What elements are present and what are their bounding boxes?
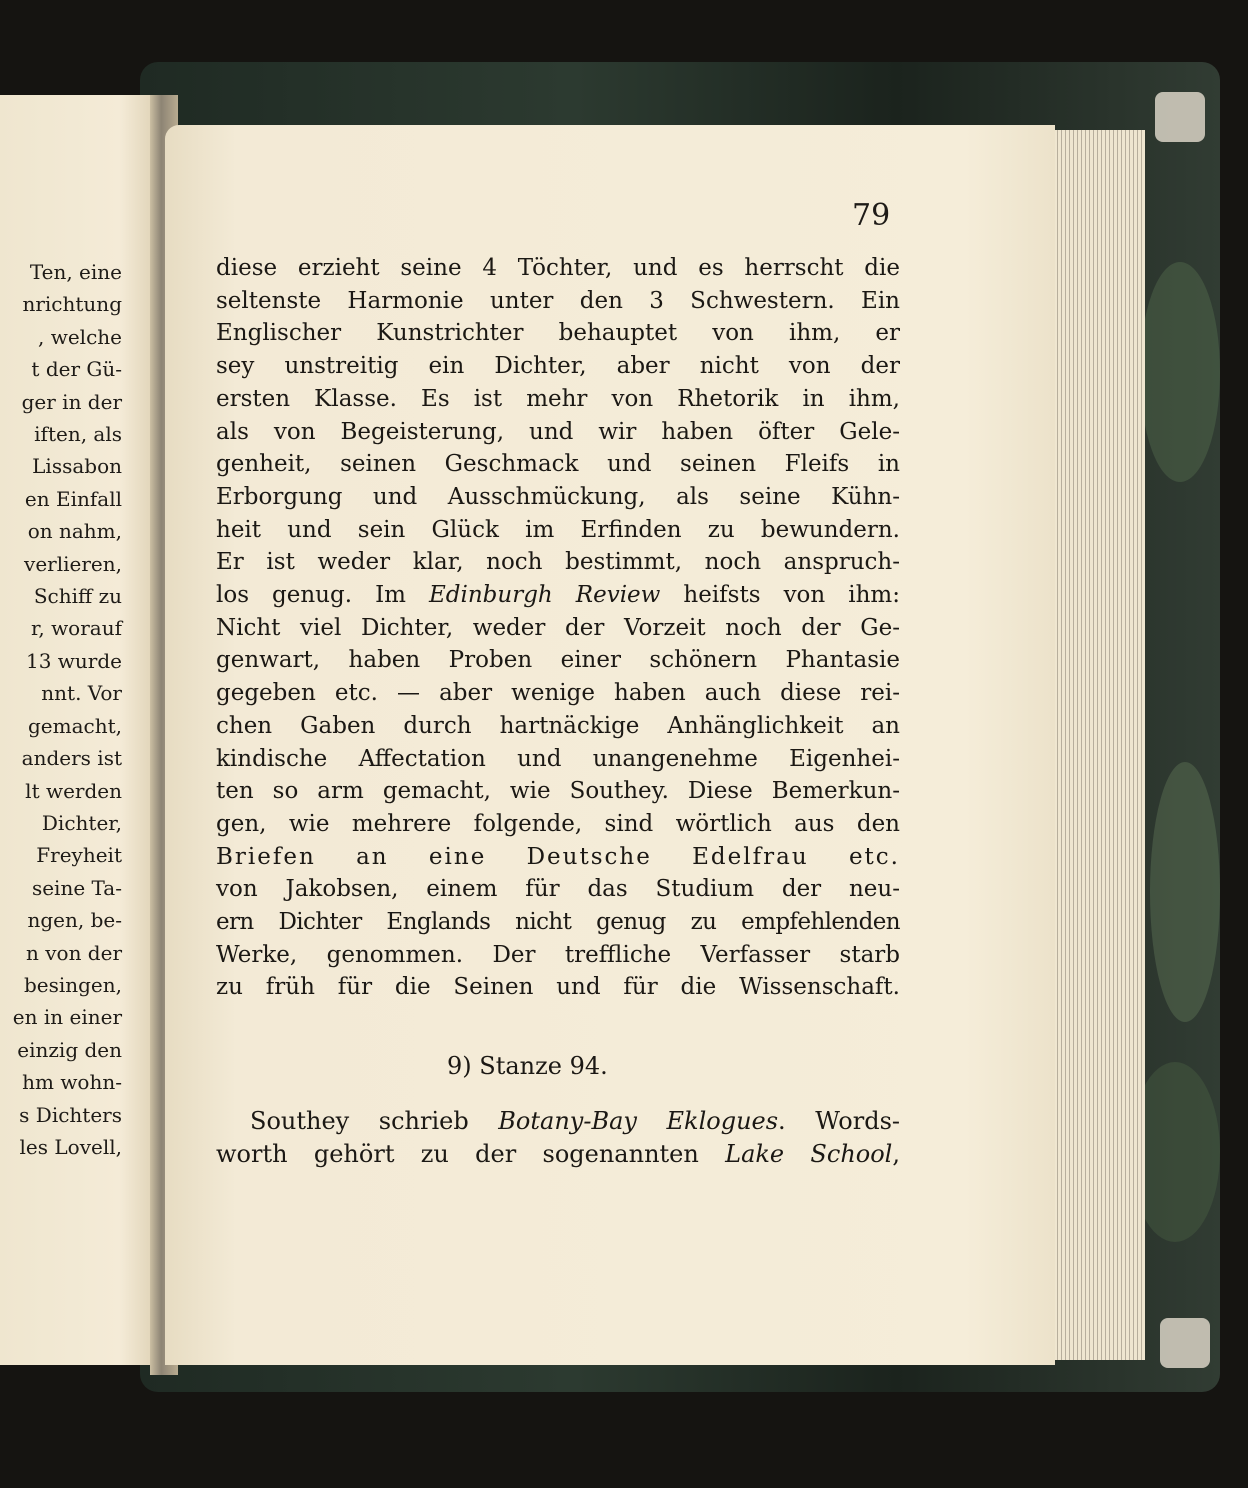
text-segment: Southey schrieb <box>250 1107 499 1135</box>
main-paragraph <box>216 252 900 1004</box>
left-line: en Einfall <box>24 486 122 511</box>
text-line: Nicht viel Dichter, weder der Vorzeit noch der Ge- <box>216 614 900 641</box>
note-heading: 9) Stanze 94. <box>447 1052 608 1080</box>
text-line <box>216 579 900 612</box>
left-line: verlieren, <box>24 551 122 576</box>
left-line: Schiff zu <box>33 584 122 609</box>
text-segment: worth gehört zu der sogenannten <box>216 1140 726 1168</box>
text-segment: . Words- <box>778 1107 900 1135</box>
left-line: r, worauf <box>30 616 122 641</box>
left-line: nnt. Vor <box>41 681 122 706</box>
text-line: als von Begeisterung, und wir haben öfter Gele- <box>216 418 900 445</box>
worn-corner-top <box>1155 92 1205 142</box>
italic-title: Lake School <box>725 1140 893 1168</box>
left-line: seine Ta- <box>31 875 122 900</box>
note-paragraph <box>216 1105 900 1171</box>
left-line: ger in der <box>21 389 122 414</box>
text-line: Briefen an eine Deutsche Edelfrau etc. <box>216 843 900 870</box>
left-line: nrichtung <box>22 292 122 317</box>
left-line: les Lovell, <box>19 1134 122 1159</box>
page-number: 79 <box>852 198 891 233</box>
left-line: einzig den <box>17 1037 122 1062</box>
left-line: iften, als <box>34 422 122 447</box>
left-line: besingen, <box>23 972 122 997</box>
text-line: chen Gaben durch hartnäckige Anhänglichkeit an <box>216 712 900 739</box>
left-line: s Dichters <box>19 1102 122 1127</box>
text-line: Englischer Kunstrichter behauptet von ihm, er <box>216 320 900 347</box>
left-line: hm wohn- <box>22 1070 122 1095</box>
left-line: ngen, be- <box>27 908 122 933</box>
left-line: Ten, eine <box>29 260 122 284</box>
text-line: Erborgung und Ausschmückung, als seine Kühn- <box>216 483 900 510</box>
left-line: , welche <box>38 324 122 349</box>
text-line: ten so arm gemacht, wie Southey. Diese Bemerkun- <box>216 778 900 805</box>
text-segment: , <box>892 1140 900 1168</box>
marble-pattern <box>1150 762 1220 1022</box>
text-line: Werke, genommen. Der treffliche Verfasser starb <box>216 941 900 968</box>
worn-corner-bottom <box>1160 1318 1210 1368</box>
text-line <box>216 1105 900 1138</box>
left-line: lt werden <box>25 778 122 803</box>
italic-title: Botany-Bay Eklogues <box>498 1107 779 1135</box>
marble-pattern <box>1140 262 1220 482</box>
left-line: n von der <box>25 940 122 965</box>
text-line: genheit, seinen Geschmack und seinen Fleifs in <box>216 451 900 478</box>
text-line: genwart, haben Proben einer schönern Phantasie <box>216 647 900 674</box>
text-line: diese erzieht seine 4 Töchter, und es herrscht die <box>216 255 900 281</box>
text-line: ern Dichter Englands nicht genug zu empfehlenden <box>216 909 900 936</box>
italic-title: Edinburgh Review <box>429 582 661 609</box>
text-line: gegeben etc. — aber wenige haben auch diese rei- <box>216 680 900 707</box>
text-line <box>216 1138 900 1171</box>
left-line: Freyheit <box>36 843 122 868</box>
text-line: von Jakobsen, einem für das Studium der neu- <box>216 876 900 903</box>
left-line: 13 wurde <box>25 648 122 673</box>
text-line: heit und sein Glück im Erfinden zu bewundern. <box>216 516 900 543</box>
left-line: Dichter, <box>41 810 122 835</box>
left-line: Lissabon <box>32 454 122 479</box>
text-line: kindische Affectation und unangenehme Eigenhei- <box>216 745 900 772</box>
text-line: seltenste Harmonie unter den 3 Schwestern. Ein <box>216 287 900 314</box>
page-edges <box>1050 130 1145 1360</box>
text-segment: heifsts von ihm: <box>660 582 900 609</box>
left-line: en in einer <box>12 1005 122 1030</box>
text-segment: los genug. Im <box>216 582 429 609</box>
left-line: t der Gü- <box>31 357 122 382</box>
text-line: gen, wie mehrere folgende, sind wörtlich aus den <box>216 810 900 837</box>
left-line: anders ist <box>21 746 122 771</box>
text-line: zu früh für die Seinen und für die Wissenschaft. <box>216 974 900 1001</box>
text-line: ersten Klasse. Es ist mehr von Rhetorik in ihm, <box>216 385 900 412</box>
text-line: sey unstreitig ein Dichter, aber nicht von der <box>216 353 900 380</box>
left-page-text <box>0 256 122 1163</box>
left-line: gemacht, <box>27 713 122 738</box>
text-line: Er ist weder klar, noch bestimmt, noch anspruch- <box>216 549 900 576</box>
left-line: on nahm, <box>27 519 122 544</box>
